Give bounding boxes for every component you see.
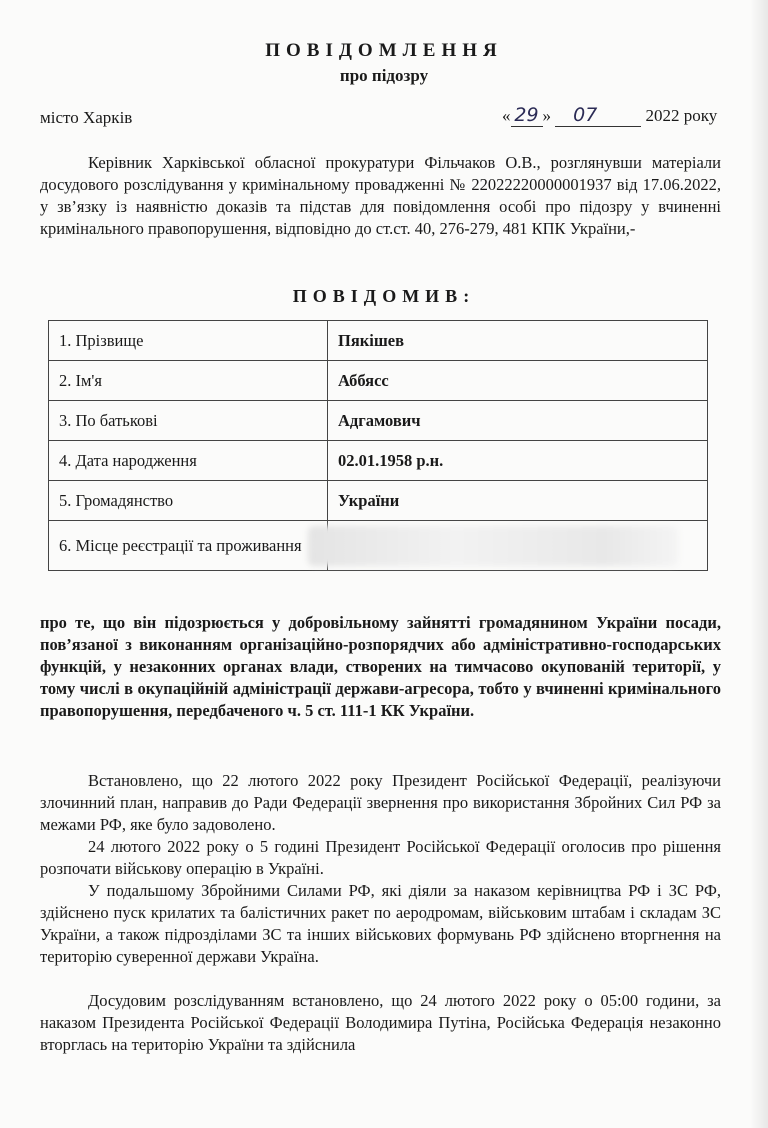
date-year: 2022 року [645, 106, 718, 125]
date-open-quote: « [502, 106, 511, 125]
body-paragraph: У подальшому Збройними Силами РФ, які діяли за наказом керівництва РФ і ЗС РФ, здійснено пуск крилатих та балістичних ракет по аеродромам, військовим штабам і складам ЗС України, а також підрозділами ЗС та інших військових формувань РФ здійснено вторгнення на територію суверенної держави Україна. [40, 881, 721, 966]
body-paragraph: Встановлено, що 22 лютого 2022 року Президент Російської Федерації, реалізуючи злочинний план, направив до Ради Федерації звернення про використання Збройних Сил РФ за межами РФ, яке було задоволено. [40, 771, 721, 834]
suspect-info-table [48, 320, 708, 571]
table-row [49, 481, 708, 521]
page-edge-shadow [750, 0, 768, 1128]
date-close-quote: » [542, 106, 551, 125]
date-month: 07 [555, 104, 615, 127]
document-title: ПОВІДОМЛЕННЯ [265, 40, 503, 61]
suspicion-paragraph: про те, що він підозрюється у добровільному зайнятті громадянином України посади, пов’язаної з виконанням організаційно-розпорядчих або адміністративно-господарських функцій, у незаконних органах влади, створених на тимчасово окупованій території, у тому числі в окупаційній адміністрації держави-агресора, тобто у вчиненні кримінального правопорушення, передбаченого ч. 5 ст. 111-1 КК України. [40, 613, 721, 720]
row-label: 1. Прізвище [49, 321, 328, 361]
row-value: 02.01.1958 р.н. [328, 441, 708, 481]
intro-paragraph: Керівник Харківської обласної прокуратури Фільчаков О.В., розглянувши матеріали досудового розслідування у кримінальному провадженні № 22022220000001937 від 17.06.2022, у зв’язку із наявністю доказів та підстав для повідомлення особі про підозру у вчиненні кримінального правопорушення, відповідно до ст.ст. 40, 276-279, 481 КПК України,- [40, 153, 721, 238]
table-row [49, 441, 708, 481]
redaction-blur [308, 526, 678, 566]
row-label: 3. По батькові [49, 401, 328, 441]
document-subtitle: про підозру [339, 66, 429, 85]
row-value: Пякішев [328, 321, 708, 361]
date-underline [615, 106, 641, 127]
row-label: 4. Дата народження [49, 441, 328, 481]
table-row [49, 401, 708, 441]
body-paragraph: Досудовим розслідуванням встановлено, що 24 лютого 2022 року о 05:00 години, за наказом Президента Російської Федерації Володимира Путіна, Російська Федерація незаконно вторглась на територію України та здійснила [40, 991, 721, 1054]
row-label: 6. Місце реєстрації та проживання [49, 521, 328, 571]
date-day: 29 [511, 104, 543, 127]
table-row [49, 521, 708, 571]
row-value: України [328, 481, 708, 521]
row-value: Аббясс [328, 361, 708, 401]
place: місто Харків [40, 108, 133, 127]
row-label: 5. Громадянство [49, 481, 328, 521]
body-paragraph: 24 лютого 2022 року о 5 годині Президент Російської Федерації оголосив про рішення розпочати військову операцію в Україні. [40, 837, 721, 878]
table-row [49, 361, 708, 401]
redacted-address [328, 521, 708, 571]
document-date [502, 104, 717, 127]
row-value: Адгамович [328, 401, 708, 441]
row-label: 2. Ім'я [49, 361, 328, 401]
notified-heading: ПОВІДОМИВ: [292, 286, 476, 306]
table-row [49, 321, 708, 361]
